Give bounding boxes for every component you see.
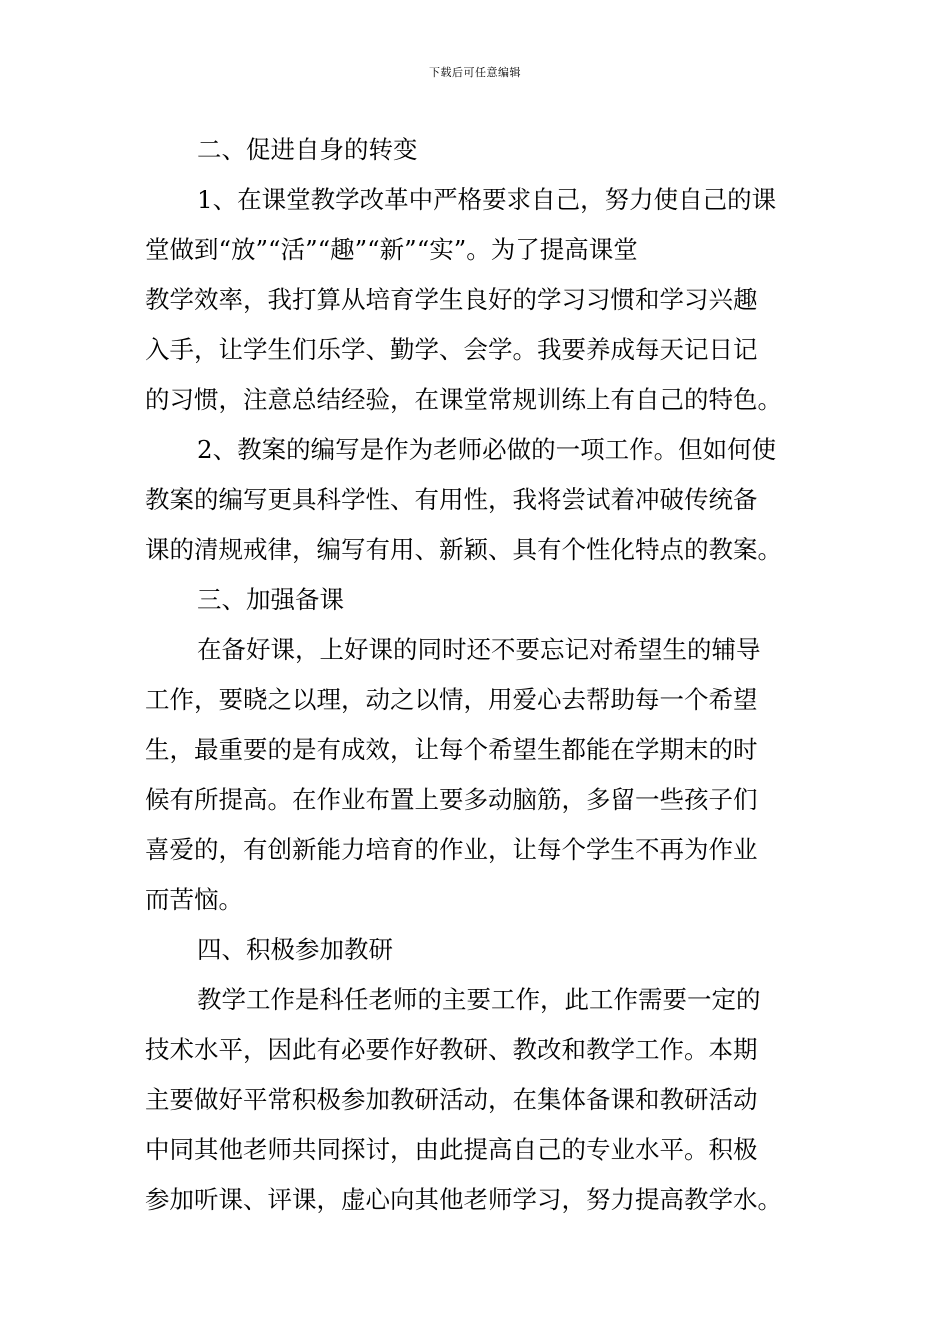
text-line: 中同其他老师共同探讨，由此提高自己的专业水平。积极 (145, 1135, 758, 1164)
text-line: 1、在课堂教学改革中严格要求自己，努力使自己的课 (197, 185, 777, 214)
text-line: 2、教案的编写是作为老师必做的一项工作。但如何使 (197, 435, 777, 464)
document-body (145, 125, 807, 1225)
page-header: 下载后可任意编辑 (429, 66, 521, 79)
text-line: 生，最重要的是有成效，让每个希望生都能在学期末的时 (145, 735, 758, 764)
text-line: 课的清规戒律，编写有用、新颖、具有个性化特点的教案。 (145, 535, 782, 564)
text-line: 四、积极参加教研 (197, 935, 393, 964)
text-line: 教学效率，我打算从培育学生良好的学习习惯和学习兴趣 (145, 285, 758, 314)
text-line: 技术水平，因此有必要作好教研、教改和教学工作。本期 (145, 1035, 758, 1064)
text-line: 候有所提高。在作业布置上要多动脑筋，多留一些孩子们 (145, 785, 758, 814)
text-line: 教学工作是科任老师的主要工作，此工作需要一定的 (197, 985, 761, 1014)
text-line: 工作，要晓之以理，动之以情，用爱心去帮助每一个希望 (145, 685, 758, 714)
text-line: 参加听课、评课，虚心向其他老师学习，努力提高教学水。 (145, 1185, 782, 1214)
text-line: 教案的编写更具科学性、有用性，我将尝试着冲破传统备 (145, 485, 758, 514)
text-line: 堂做到“放”“活”“趣”“新”“实”。为了提高课堂 (145, 235, 638, 264)
text-line: 入手，让学生们乐学、勤学、会学。我要养成每天记日记 (145, 335, 758, 364)
text-line: 二、促进自身的转变 (197, 135, 418, 164)
text-line: 的习惯，注意总结经验，在课堂常规训练上有自己的特色。 (145, 385, 782, 414)
text-line: 三、加强备课 (197, 585, 344, 614)
text-line: 在备好课，上好课的同时还不要忘记对希望生的辅导 (197, 635, 761, 664)
text-line: 主要做好平常积极参加教研活动，在集体备课和教研活动 (145, 1085, 758, 1114)
text-line: 喜爱的，有创新能力培育的作业，让每个学生不再为作业 (145, 835, 758, 864)
text-line: 而苦恼。 (145, 885, 243, 914)
